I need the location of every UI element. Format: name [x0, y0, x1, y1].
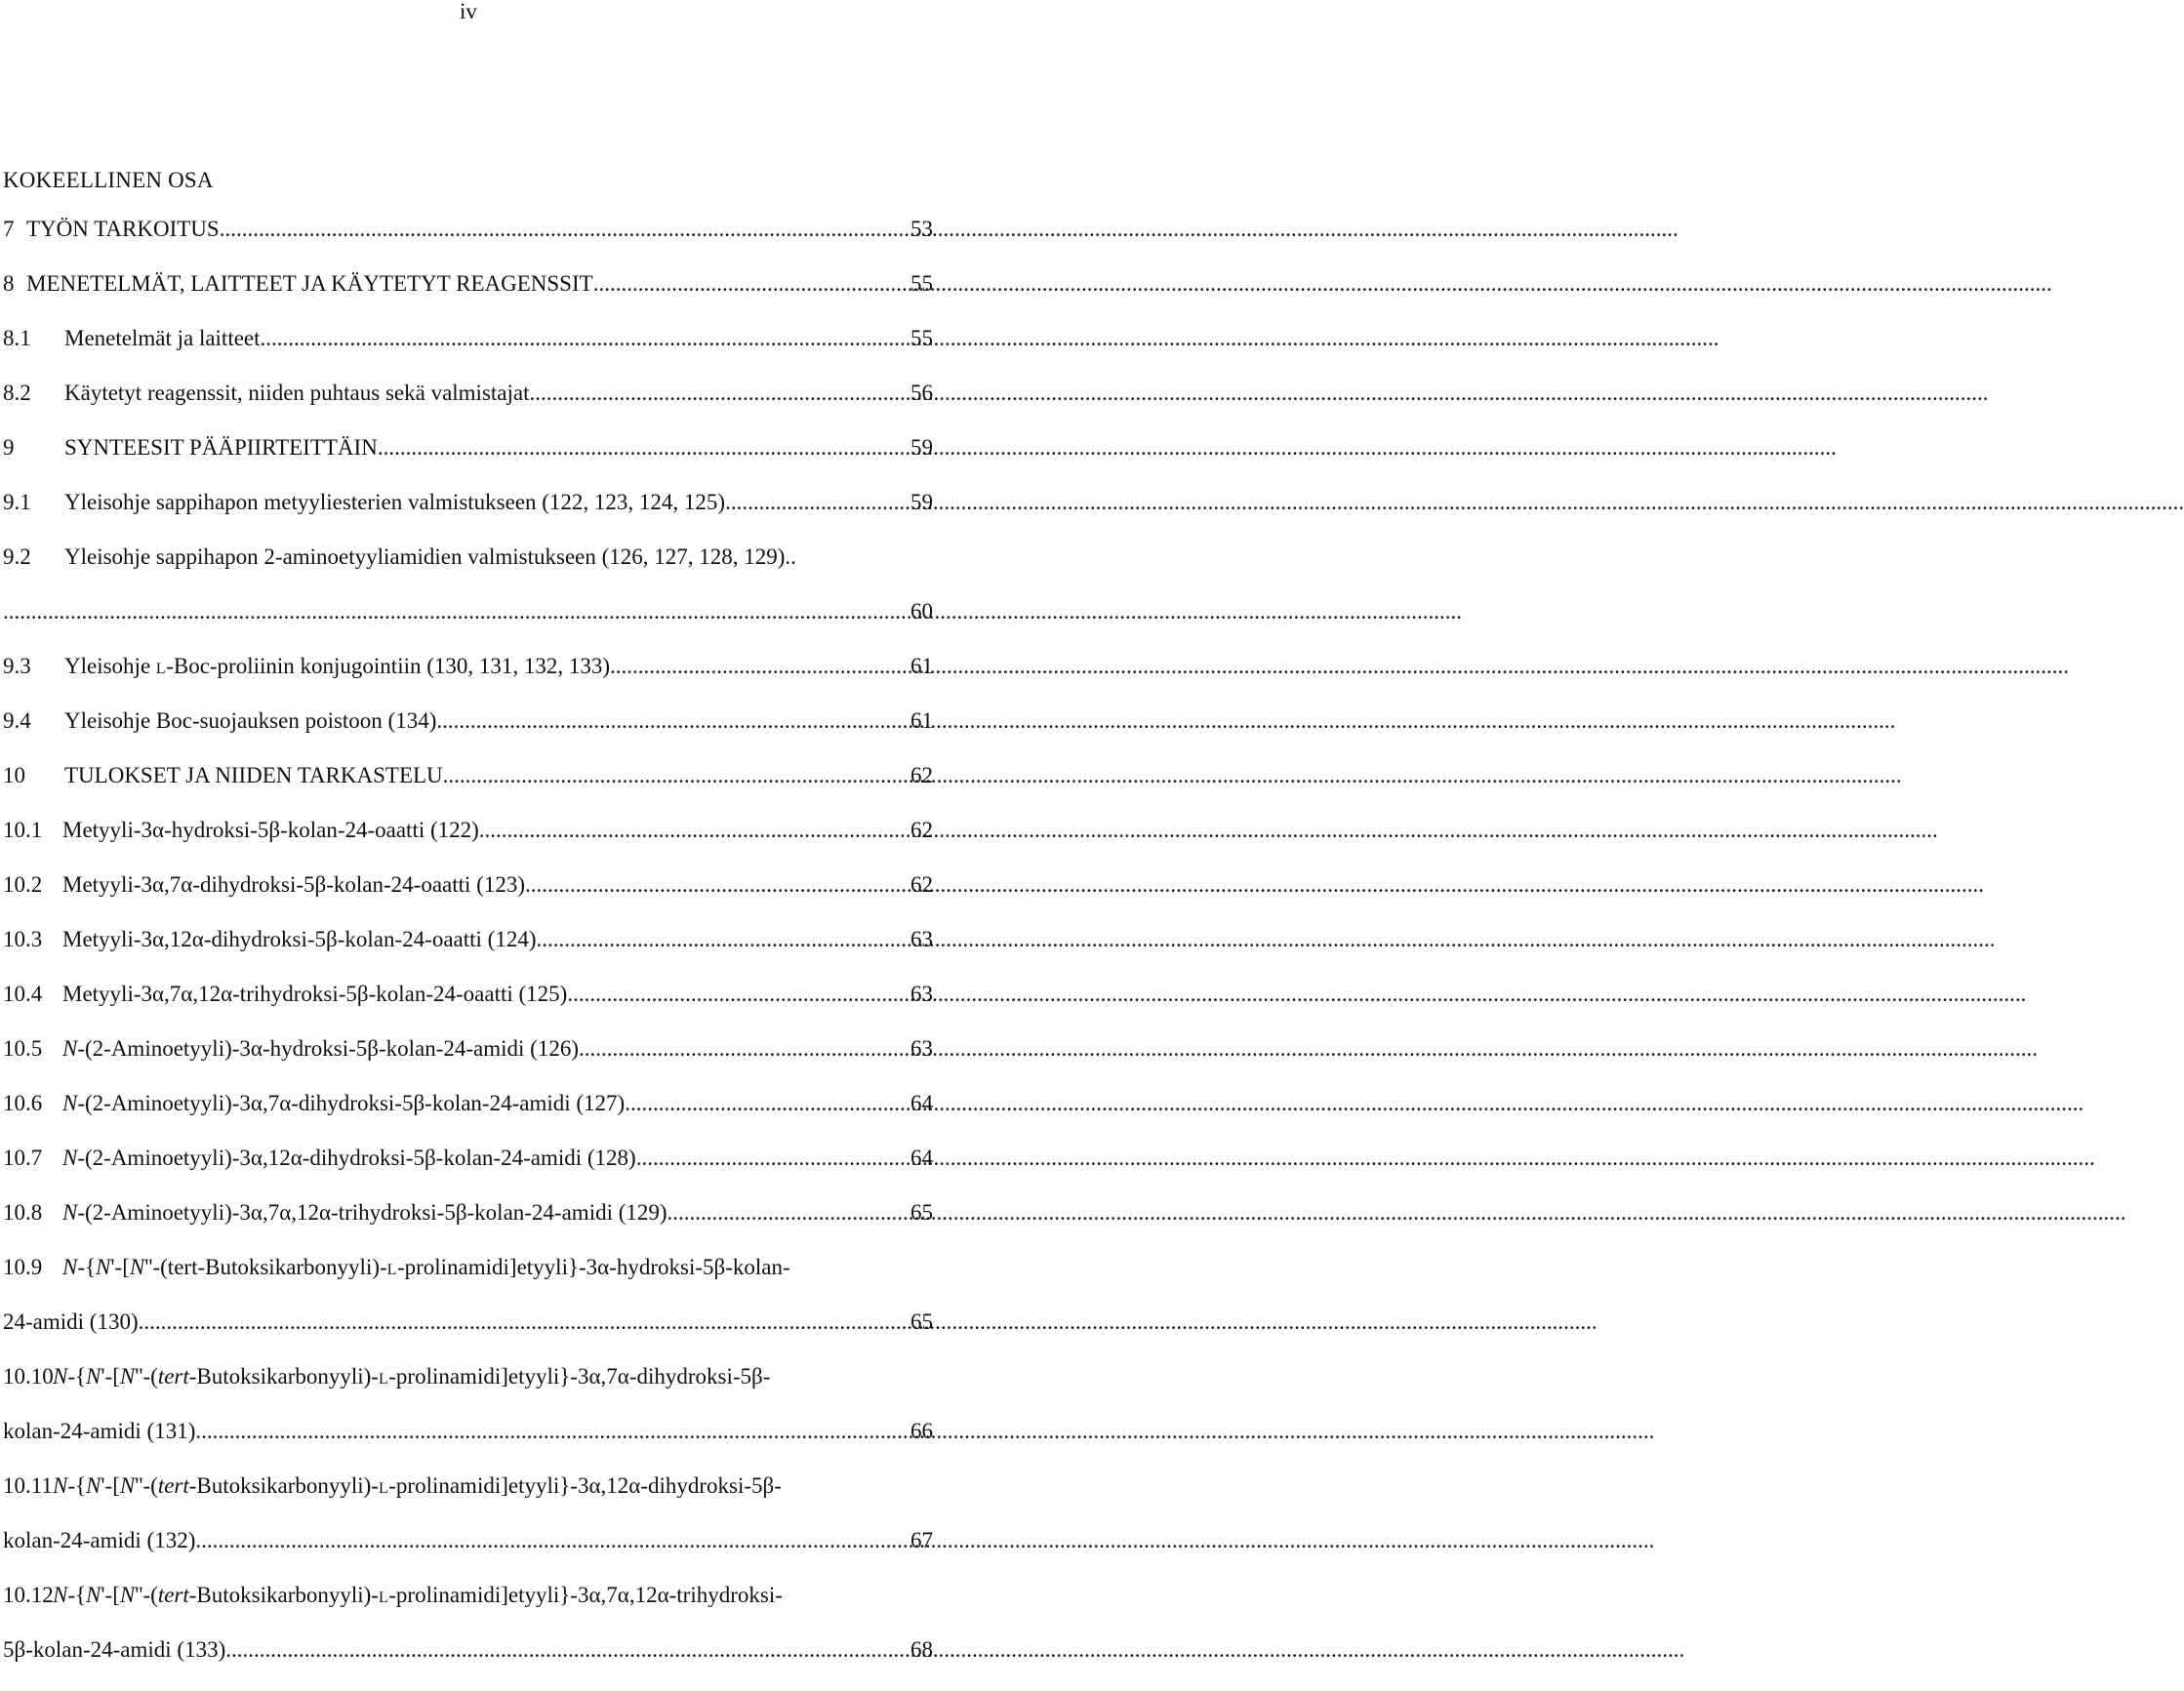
toc-entry-number: 10.9	[3, 1255, 43, 1279]
toc-entry-page: 67	[910, 1528, 933, 1552]
leader-dots	[225, 1636, 909, 1664]
leader-dots	[579, 1035, 909, 1063]
title-part: '-[	[110, 1255, 130, 1279]
title-part: -{	[67, 1583, 87, 1607]
small-caps-l: L	[386, 1262, 397, 1278]
title-part: -Butoksikarbonyyli)-	[188, 1473, 379, 1498]
italic-n: N	[53, 1473, 68, 1498]
title-part: '-[	[101, 1583, 120, 1607]
toc-entry-page: 55	[910, 271, 933, 296]
toc-entry-title: TULOKSET JA NIIDEN TARKASTELU	[64, 763, 443, 787]
leader-dots	[378, 434, 909, 462]
toc-entry-title-continuation: 24-amidi (130)	[3, 1309, 139, 1334]
toc-entry-title-continuation: kolan-24-amidi (132)	[3, 1528, 196, 1552]
italic-n: N	[62, 1091, 78, 1115]
toc-entry-number: 10.5	[3, 1036, 43, 1061]
toc-entry-number: 10.7	[3, 1146, 43, 1170]
toc-entry-number: 8	[3, 271, 15, 296]
toc-entry-10-1[interactable]	[3, 817, 933, 871]
toc-entry-10-10-continuation[interactable]	[3, 1418, 933, 1472]
page-number: iv	[460, 0, 477, 23]
small-caps-l: L	[155, 661, 167, 677]
toc-entry-page: 62	[910, 818, 933, 842]
toc-entry-number: 9.4	[3, 708, 31, 733]
toc-entry-page: 61	[910, 708, 933, 733]
toc-entry-number: 10.2	[3, 872, 43, 897]
title-part: -(2-Aminoetyyli)-3α,7α,12α-trihydroksi-5β-kolan-24-amidi (129)	[77, 1200, 667, 1225]
title-part: -{	[67, 1364, 87, 1389]
leader-dots	[536, 926, 909, 953]
toc-entry-title: Menetelmät ja laitteet	[64, 326, 261, 350]
italic-n: N	[53, 1364, 68, 1389]
toc-entry-title: MENETELMÄT, LAITTEET JA KÄYTETYT REAGENSSIT	[26, 271, 593, 296]
toc-entry-9-2[interactable]	[3, 544, 933, 598]
leader-dots	[725, 489, 909, 516]
toc-entry-title	[62, 1090, 625, 1117]
toc-entry-page: 62	[910, 763, 933, 787]
italic-n: N	[62, 1036, 78, 1061]
toc-entry-title: Käytetyt reagenssit, niiden puhtaus sekä valmistajat	[64, 381, 530, 405]
toc-entry-10-7[interactable]	[3, 1145, 933, 1199]
italic-n: N	[62, 1255, 78, 1279]
leader-dots	[3, 598, 909, 625]
italic-n: N	[119, 1583, 136, 1607]
toc-entry-10-11[interactable]	[3, 1472, 933, 1527]
toc-entry-number: 8.2	[3, 381, 31, 405]
title-part: -{	[77, 1255, 97, 1279]
toc-entry-page: 63	[910, 927, 933, 951]
toc-entry-title	[64, 653, 610, 683]
leader-dots	[436, 707, 909, 735]
toc-entry-title: Metyyli-3α,12α-dihydroksi-5β-kolan-24-oaatti (124)	[62, 927, 537, 951]
italic-n: N	[129, 1255, 145, 1279]
title-part: -(2-Aminoetyyli)-3α,12α-dihydroksi-5β-kolan-24-amidi (128)	[77, 1146, 636, 1170]
toc-entry-9-1[interactable]	[3, 489, 933, 544]
toc-entry-page: 59	[910, 490, 933, 514]
title-part: Yleisohje	[64, 654, 156, 678]
toc-entry-9-2-continuation[interactable]	[3, 598, 933, 653]
toc-entry-page: 62	[910, 872, 933, 897]
toc-entry-title: Yleisohje Boc-suojauksen poistoon (134)	[64, 708, 437, 733]
toc-entry-10-5[interactable]	[3, 1035, 933, 1090]
toc-entry-10-12-continuation[interactable]	[3, 1636, 933, 1691]
toc-entry-page: 55	[910, 326, 933, 350]
leader-dots	[479, 817, 909, 844]
toc-entry-number: 10.10	[3, 1364, 54, 1389]
title-part: -Boc-proliinin konjugointiin (130, 131, 132, 133)	[166, 654, 611, 678]
toc-entry-10-4[interactable]	[3, 981, 933, 1035]
toc-entry-page: 63	[910, 1036, 933, 1061]
italic-n: N	[62, 1146, 78, 1170]
title-part: -{	[67, 1473, 87, 1498]
toc-entry-8-1[interactable]	[3, 325, 933, 380]
toc-entry-title	[62, 1145, 636, 1172]
title-part: ''-(	[135, 1364, 158, 1389]
italic-tert: tert	[157, 1364, 189, 1389]
toc-entry-title	[62, 1035, 579, 1063]
title-part: -(2-Aminoetyyli)-3α-hydroksi-5β-kolan-24-amidi (126)	[77, 1036, 580, 1061]
title-part: ''-(tert-Butoksikarbonyyli)-	[144, 1255, 387, 1279]
toc-entry-title-continuation: 5β-kolan-24-amidi (133)	[3, 1637, 226, 1662]
toc-entry-page: 63	[910, 982, 933, 1006]
toc-entry-10[interactable]	[3, 762, 933, 817]
leader-dots	[530, 380, 910, 407]
italic-tert: tert	[157, 1473, 189, 1498]
leader-dots	[567, 981, 909, 1008]
toc-entry-title: SYNTEESIT PÄÄPIIRTEITTÄIN	[64, 435, 378, 460]
italic-n: N	[119, 1364, 136, 1389]
toc-entry-title: TYÖN TARKOITUS	[26, 217, 220, 241]
toc-entry-title: Metyyli-3α,7α-dihydroksi-5β-kolan-24-oaatti (123)	[62, 872, 525, 897]
italic-n: N	[86, 1583, 101, 1607]
toc-entry-10-12[interactable]	[3, 1582, 933, 1636]
italic-tert: tert	[157, 1583, 189, 1607]
toc-entry-10-11-continuation[interactable]	[3, 1527, 933, 1582]
toc-entry-page: 59	[910, 435, 933, 460]
toc-entry-10-10[interactable]	[3, 1363, 933, 1418]
italic-n: N	[86, 1364, 101, 1389]
toc-entry-title	[53, 1363, 933, 1393]
title-part: -prolinamidi]etyyli}-3α,12α-dihydroksi-5β-	[388, 1473, 782, 1498]
small-caps-l: L	[378, 1590, 389, 1606]
toc-entry-8-2[interactable]	[3, 380, 933, 434]
leader-dots	[195, 1527, 909, 1554]
small-caps-l: L	[378, 1371, 389, 1388]
title-part: -(2-Aminoetyyli)-3α,7α-dihydroksi-5β-kolan-24-amidi (127)	[77, 1091, 626, 1115]
toc-entry-number: 10.4	[3, 982, 43, 1006]
italic-n: N	[96, 1255, 111, 1279]
title-part: '-[	[101, 1473, 120, 1498]
toc-entry-number: 9	[3, 435, 15, 460]
toc-entry-title	[53, 1472, 933, 1503]
toc-entry-title	[62, 1199, 667, 1227]
italic-n: N	[86, 1473, 101, 1498]
toc-entry-page: 56	[910, 381, 933, 405]
toc-entry-title: Metyyli-3α-hydroksi-5β-kolan-24-oaatti (122)	[62, 818, 479, 842]
toc-entry-title: Yleisohje sappihapon 2-aminoetyyliamidien valmistukseen (126, 127, 128, 129)..	[64, 544, 796, 569]
toc-entry-10-6[interactable]	[3, 1090, 933, 1145]
toc-entry-title	[53, 1582, 933, 1612]
leader-dots	[443, 762, 909, 789]
toc-entry-title-continuation: kolan-24-amidi (131)	[3, 1419, 196, 1443]
toc-entry-page: 68	[910, 1637, 933, 1662]
toc-entry-title: Metyyli-3α,7α,12α-trihydroksi-5β-kolan-24-oaatti (125)	[62, 982, 568, 1006]
leader-dots	[220, 216, 909, 243]
toc-entry-page: 64	[910, 1091, 933, 1115]
leader-dots	[593, 270, 909, 298]
toc-entry-10-2[interactable]	[3, 871, 933, 926]
italic-n: N	[119, 1473, 136, 1498]
title-part: -prolinamidi]etyyli}-3α,7α,12α-trihydroksi-	[388, 1583, 783, 1607]
title-part: '-[	[101, 1364, 120, 1389]
toc-entry-number: 10.3	[3, 927, 43, 951]
toc-entry-title: Yleisohje sappihapon metyyliesterien valmistukseen (122, 123, 124, 125)	[64, 490, 726, 514]
leader-dots	[525, 871, 909, 899]
toc-entry-10-9[interactable]	[3, 1254, 933, 1309]
italic-n: N	[53, 1583, 68, 1607]
toc-entry-9-4[interactable]	[3, 707, 933, 762]
toc-entry-10-9-continuation[interactable]	[3, 1309, 933, 1363]
toc-entry-number: 10.8	[3, 1200, 43, 1225]
toc-entry-number: 7	[3, 217, 15, 241]
leader-dots	[667, 1199, 909, 1227]
toc-entry-number: 9.2	[3, 544, 31, 569]
title-part: -prolinamidi]etyyli}-3α,7α-dihydroksi-5β-	[388, 1364, 771, 1389]
leader-dots	[625, 1090, 909, 1117]
table-of-contents	[3, 216, 933, 1691]
title-part: ''-(	[135, 1583, 158, 1607]
toc-entry-page: 64	[910, 1146, 933, 1170]
toc-entry-9-3[interactable]	[3, 653, 933, 707]
leader-dots	[139, 1309, 909, 1336]
toc-entry-number: 8.1	[3, 326, 31, 350]
toc-entry-number: 10.12	[3, 1583, 54, 1607]
toc-entry-page: 65	[910, 1309, 933, 1334]
title-part: -prolinamidi]etyyli}-3α-hydroksi-5β-kolan-	[396, 1255, 790, 1279]
title-part: -Butoksikarbonyyli)-	[188, 1583, 379, 1607]
title-part: -Butoksikarbonyyli)-	[188, 1364, 379, 1389]
leader-dots	[261, 325, 909, 352]
toc-entry-title	[62, 1254, 933, 1284]
toc-entry-number: 9.3	[3, 654, 31, 678]
toc-entry-page: 65	[910, 1200, 933, 1225]
toc-entry-10-3[interactable]	[3, 926, 933, 981]
toc-entry-number: 10.1	[3, 818, 43, 842]
toc-entry-9[interactable]	[3, 434, 933, 489]
toc-entry-page: 53	[910, 217, 933, 241]
italic-n: N	[62, 1200, 78, 1225]
toc-entry-number: 9.1	[3, 490, 31, 514]
leader-dots	[610, 653, 909, 680]
title-part: ''-(	[135, 1473, 158, 1498]
section-heading: KOKEELLINEN OSA	[3, 168, 214, 192]
toc-entry-page: 66	[910, 1419, 933, 1443]
toc-entry-number: 10	[3, 763, 25, 787]
toc-entry-page: 60	[910, 599, 933, 624]
toc-entry-number: 10.11	[3, 1473, 53, 1498]
leader-dots	[195, 1418, 909, 1445]
leader-dots	[636, 1145, 909, 1172]
small-caps-l: L	[378, 1480, 389, 1497]
toc-entry-10-8[interactable]	[3, 1199, 933, 1254]
toc-entry-7[interactable]	[3, 216, 933, 270]
toc-entry-8[interactable]	[3, 270, 933, 325]
toc-entry-page: 61	[910, 654, 933, 678]
toc-entry-number: 10.6	[3, 1091, 43, 1115]
